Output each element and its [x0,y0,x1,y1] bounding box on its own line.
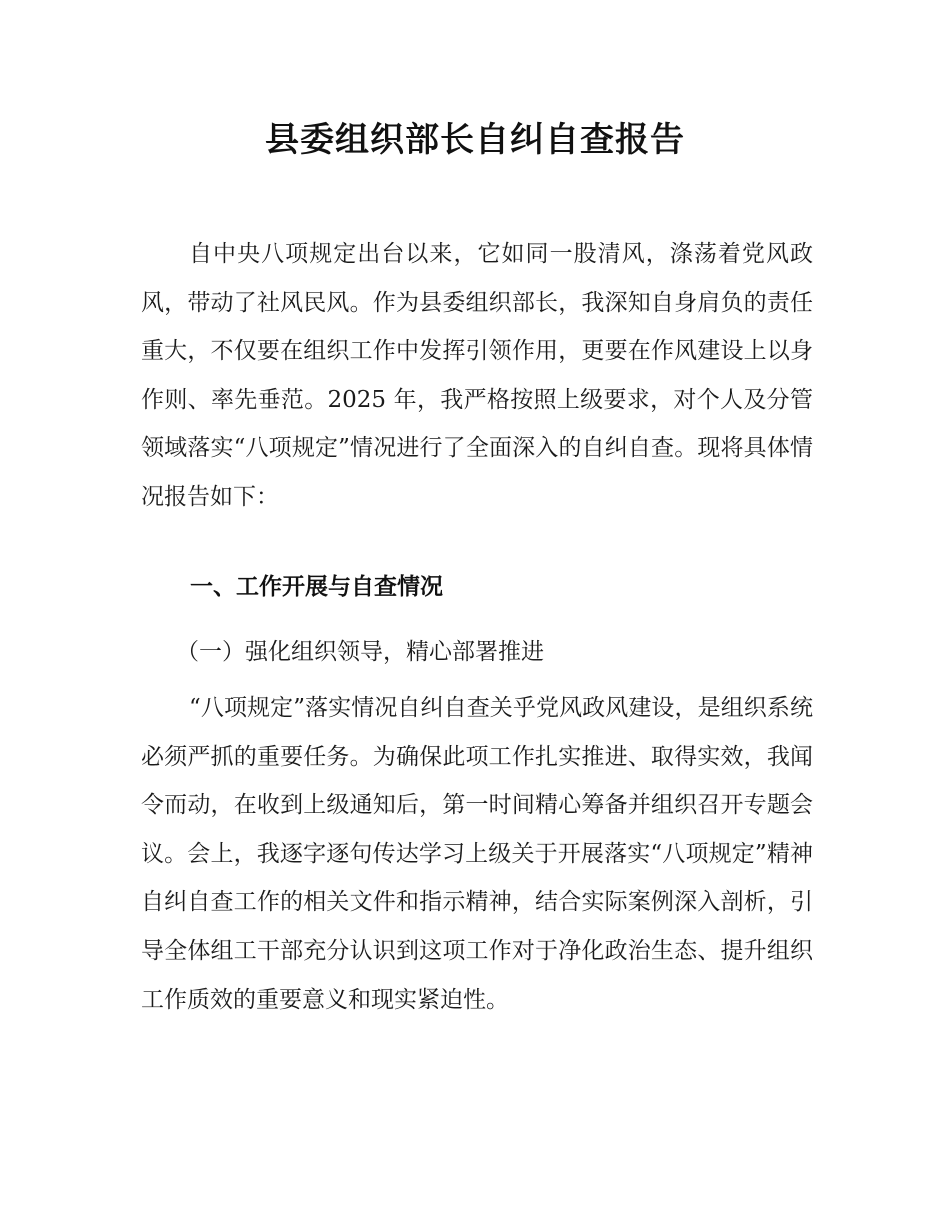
subsection-heading: （一）强化组织领导，精心部署推进 [176,639,544,665]
document-title: 县委组织部长自纠自查报告 [265,120,685,160]
section-heading: 一、工作开展与自查情况 [190,574,443,600]
body-paragraph: “八项规定”落实情况自纠自查关乎党风政风建设，是组织系统必须严抓的重要任务。为确保此项工作扎实推进、取得实效，我闻令而动，在收到上级通知后，第一时间精心筹备并组织召开专题会议。会上，我逐字逐句传达学习上级关于开展落实“八项规定”精神自纠自查工作的相关文件和指示精神，结合实际案例深入剖析，引导全体组工干部充分认识到这项工作对于净化政治生态、提升组织工作质效的重要意义和现实紧迫性。 [141,695,813,1013]
intro-paragraph: 自中央八项规定出台以来，它如同一股清风，涤荡着党风政风，带动了社风民风。作为县委组织部长，我深知自身肩负的责任重大，不仅要在组织工作中发挥引领作用，更要在作风建设上以身作则、率先垂范。2025 年，我严格按照上级要求，对个人及分管领域落实“八项规定”情况进行了全面深入的自纠自查。现将具体情况报告如下： [141,241,813,510]
